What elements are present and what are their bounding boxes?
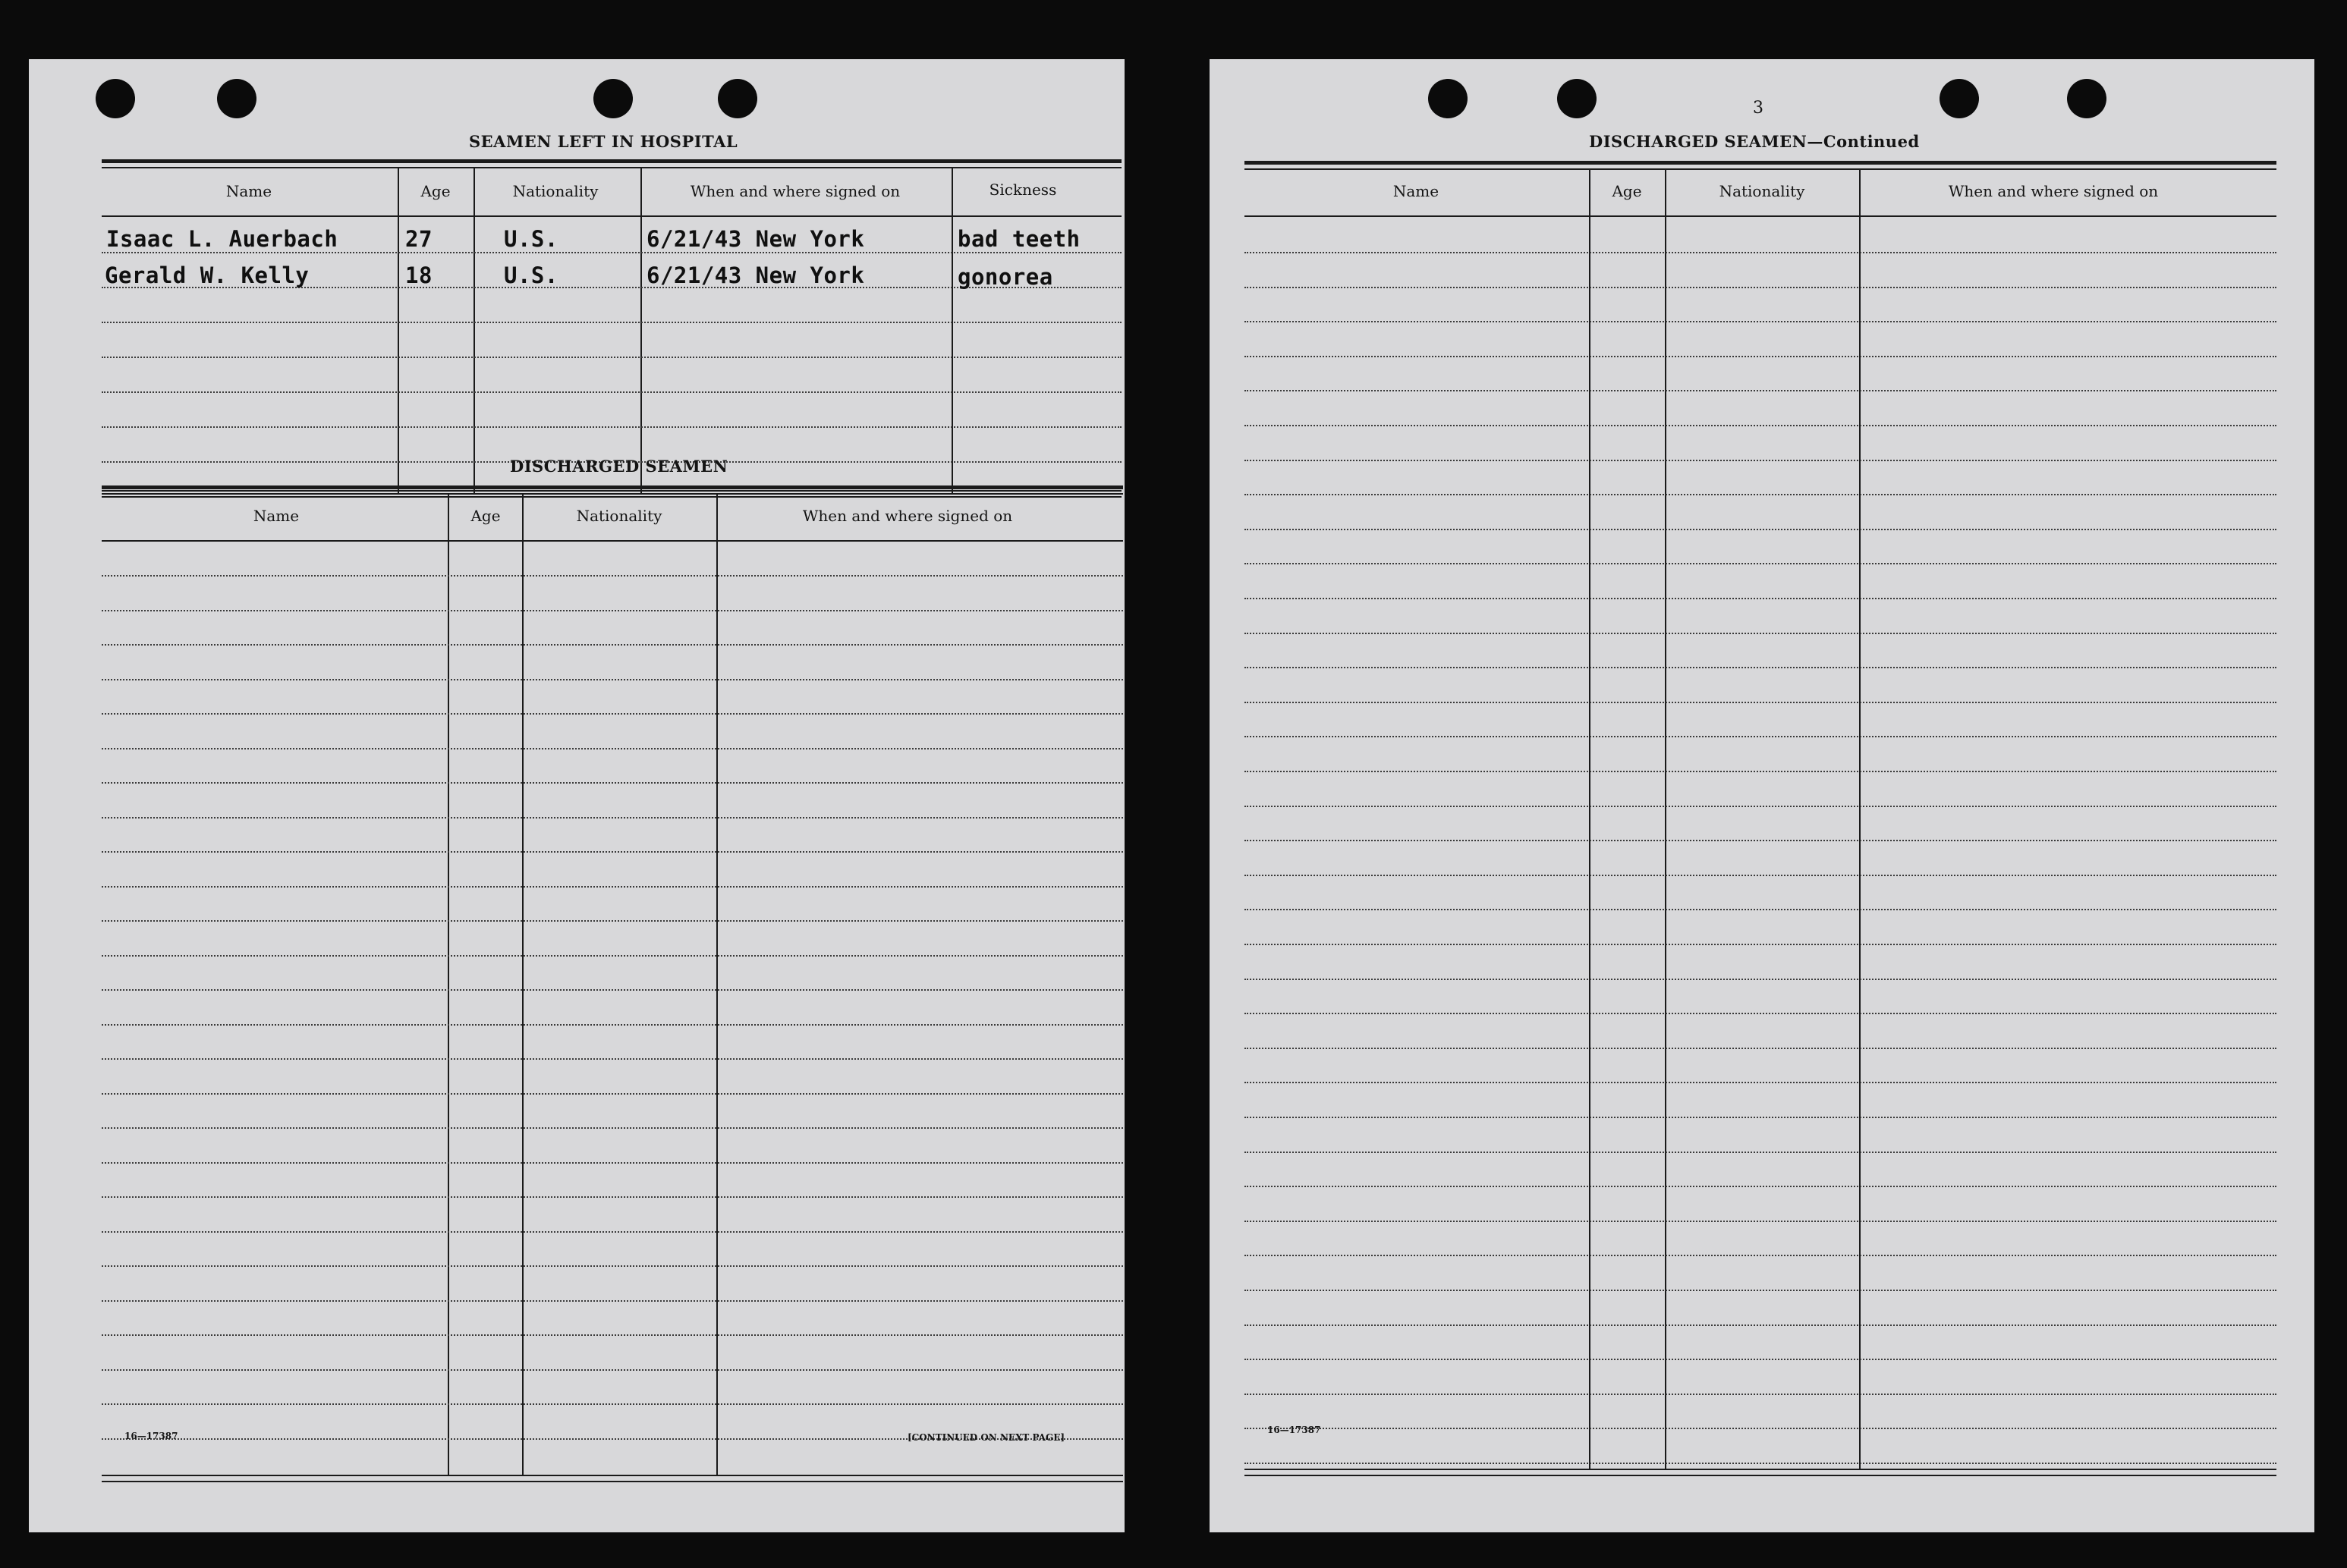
row-line [1244, 909, 2276, 910]
row-line [1244, 1186, 2276, 1187]
row-line [102, 1334, 1123, 1336]
punch-hole [1557, 79, 1597, 118]
row-line [1244, 1324, 2276, 1326]
row-line [1244, 460, 2276, 461]
column-divider [952, 167, 953, 493]
row-line [1244, 494, 2276, 495]
row-line [102, 426, 1122, 428]
row-line [1244, 633, 2276, 634]
row-line [1244, 667, 2276, 668]
row-line [1244, 356, 2276, 357]
discharged-continued-header-rule [1244, 215, 2276, 217]
hospital-header-age: Age [420, 182, 451, 200]
hospital-header-name: Name [225, 182, 272, 200]
row-line [1244, 1221, 2276, 1222]
row-line [1244, 771, 2276, 772]
row-line [1244, 598, 2276, 599]
row-line [102, 1162, 1123, 1164]
punch-hole [593, 79, 633, 118]
hospital-top-rule [102, 159, 1122, 163]
row-line [1244, 944, 2276, 945]
form-code: 16—17387 [1267, 1425, 1321, 1435]
discharged-header-age: Age [470, 507, 501, 525]
row-line [1244, 979, 2276, 980]
row-line [1244, 1255, 2276, 1256]
row-line [1244, 1463, 2276, 1464]
hospital-header-signed-on: When and where signed on [690, 182, 901, 200]
discharged-bottom-rule [102, 1481, 1123, 1482]
row-line [102, 920, 1123, 922]
hospital-header-nationality: Nationality [512, 182, 599, 200]
row-line [1244, 1394, 2276, 1395]
row-line [1244, 840, 2276, 841]
discharged-continued-title: DISCHARGED SEAMEN—Continued [1589, 132, 1920, 151]
hospital-section-title: SEAMEN LEFT IN HOSPITAL [469, 132, 738, 151]
discharged-continued-bottom-rule [1244, 1475, 2276, 1476]
row-line [102, 748, 1123, 749]
row-line [102, 713, 1123, 715]
row-line [102, 851, 1123, 853]
row-line [1244, 425, 2276, 426]
row-line [102, 1369, 1123, 1371]
row-line [1244, 1428, 2276, 1429]
discharged-continued-top-rule [1244, 161, 2276, 165]
discharged-continued-header-age: Age [1612, 182, 1642, 200]
column-divider [640, 167, 642, 493]
row-line [102, 679, 1123, 680]
row-line [102, 1196, 1123, 1198]
hospital-row-2-sickness: gonorea [958, 264, 1053, 290]
row-line [1244, 563, 2276, 564]
hospital-header-rule [102, 215, 1122, 217]
punch-hole [1940, 79, 1979, 118]
row-line [102, 782, 1123, 784]
row-line [102, 1093, 1123, 1095]
discharged-continued-bottom-rule [1244, 1469, 2276, 1470]
row-line [102, 817, 1123, 819]
hospital-row-2-signed-on: 6/21/43 New York [647, 262, 865, 288]
row-line [102, 1231, 1123, 1233]
row-line [102, 886, 1123, 888]
row-line [102, 322, 1122, 323]
hospital-row-1-signed-on: 6/21/43 New York [647, 226, 865, 252]
row-line [102, 357, 1122, 358]
discharged-header-signed-on: When and where signed on [802, 507, 1013, 525]
row-line [102, 1300, 1123, 1302]
discharged-continued-top-rule [1244, 168, 2276, 170]
row-line [102, 252, 1122, 253]
row-line [102, 1403, 1123, 1405]
row-line [102, 1127, 1123, 1129]
row-line [102, 644, 1123, 646]
row-line [1244, 875, 2276, 876]
row-line [102, 1058, 1123, 1060]
discharged-continued-header-nationality: Nationality [1719, 182, 1805, 200]
row-line [1244, 1048, 2276, 1049]
hospital-row-2-name: Gerald W. Kelly [105, 262, 310, 288]
hospital-row-1-age: 27 [405, 226, 433, 252]
row-line [1244, 1082, 2276, 1083]
right-page [1210, 59, 2314, 1532]
row-line [1244, 287, 2276, 288]
column-divider [1859, 168, 1861, 1470]
hospital-header-sickness: Sickness [989, 181, 1057, 199]
hospital-bottom-rule [102, 490, 1122, 492]
column-divider [716, 493, 718, 1476]
row-line [102, 391, 1122, 393]
discharged-bottom-rule [102, 1475, 1123, 1476]
column-divider [1665, 168, 1666, 1470]
row-line [1244, 252, 2276, 253]
row-line [1244, 1290, 2276, 1291]
row-line [102, 1024, 1123, 1026]
row-line [102, 989, 1123, 991]
row-line [1244, 1013, 2276, 1014]
column-divider [522, 493, 524, 1476]
hospital-bottom-rule [102, 496, 1122, 498]
punch-hole [2067, 79, 2106, 118]
row-line [1244, 1152, 2276, 1153]
hospital-row-1-sickness: bad teeth [958, 226, 1081, 252]
row-line [1244, 321, 2276, 322]
row-line [102, 955, 1123, 957]
row-line [1244, 736, 2276, 737]
discharged-continued-header-name: Name [1392, 182, 1439, 200]
row-line [102, 610, 1123, 611]
row-line [1244, 529, 2276, 530]
punch-hole [1428, 79, 1468, 118]
row-line [1244, 806, 2276, 807]
discharged-header-nationality: Nationality [576, 507, 662, 525]
punch-hole [217, 79, 256, 118]
hospital-row-1-nationality: U.S. [504, 226, 558, 252]
row-line [102, 575, 1123, 577]
page-number: 3 [1753, 99, 1763, 118]
discharged-continued-header-signed-on: When and where signed on [1948, 182, 2159, 200]
column-divider [1589, 168, 1590, 1470]
row-line [1244, 390, 2276, 391]
hospital-top-rule [102, 167, 1122, 168]
column-divider [448, 493, 449, 1476]
row-line [102, 1265, 1123, 1267]
discharged-section-title: DISCHARGED SEAMEN [510, 457, 728, 476]
hospital-row-2-nationality: U.S. [504, 262, 558, 288]
left-page [29, 59, 1125, 1532]
form-code: 16—17387 [124, 1431, 178, 1441]
punch-hole [718, 79, 757, 118]
continued-note: [CONTINUED ON NEXT PAGE] [908, 1432, 1065, 1443]
discharged-header-rule [102, 540, 1123, 542]
column-divider [473, 167, 475, 493]
hospital-row-2-age: 18 [405, 262, 433, 288]
column-divider [398, 167, 399, 493]
hospital-row-1-name: Isaac L. Auerbach [106, 226, 338, 252]
row-line [1244, 1117, 2276, 1118]
discharged-top-rule [102, 493, 1123, 495]
row-line [1244, 1359, 2276, 1360]
discharged-header-name: Name [253, 507, 300, 525]
punch-hole [96, 79, 135, 118]
row-line [1244, 702, 2276, 703]
discharged-top-rule [102, 485, 1123, 489]
